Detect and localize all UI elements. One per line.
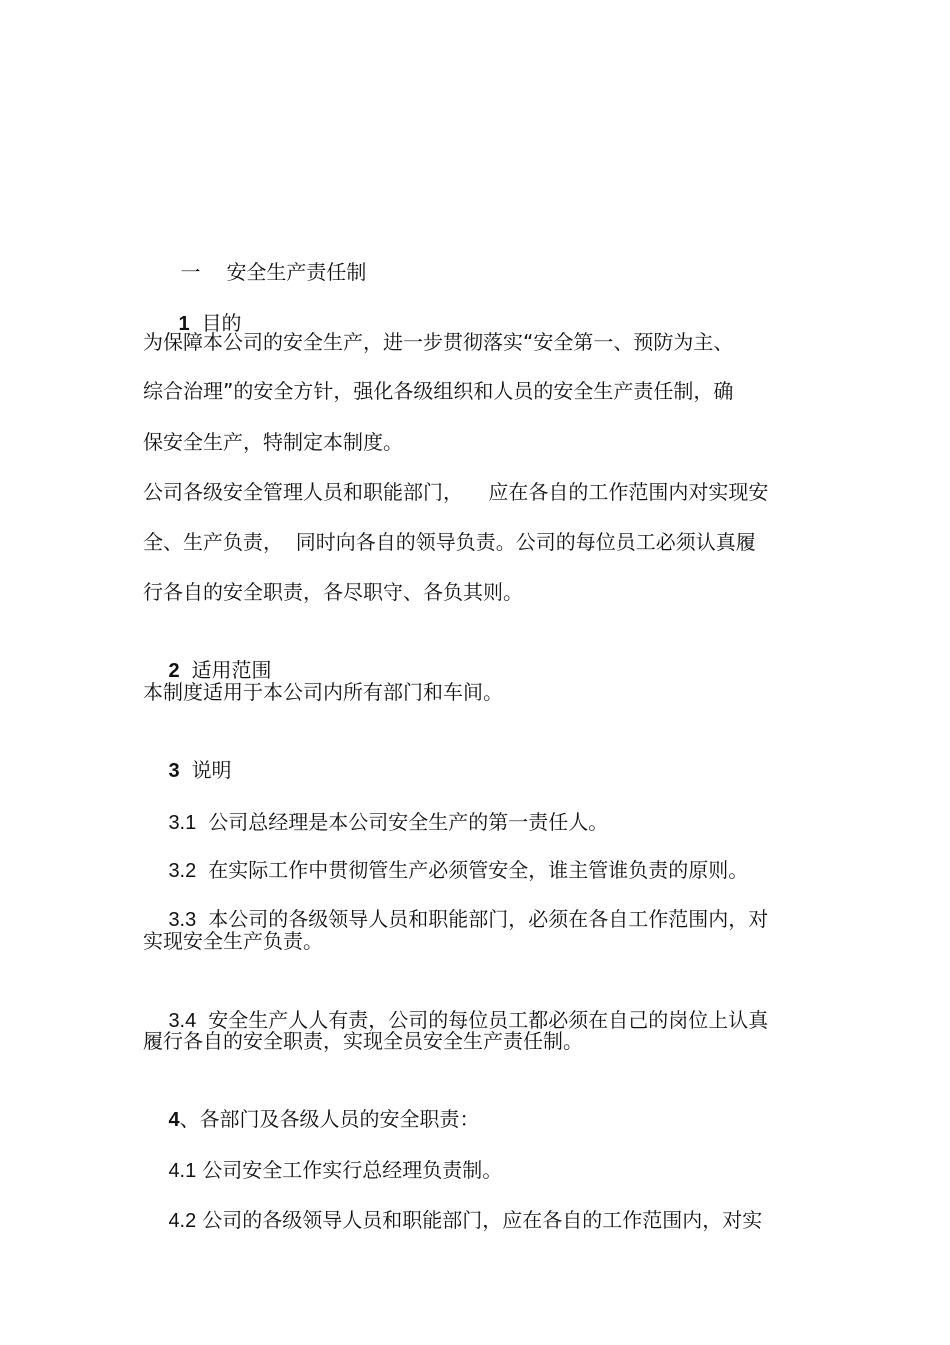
item-number: 4.1 (168, 1160, 197, 1182)
paragraph-line: 全、生产负责， 同时向各自的领导负责。公司的每位员工必须认真履 (143, 530, 756, 554)
chapter-number: 一 (180, 260, 201, 284)
paragraph-line: 为保障本公司的安全生产，进一步贯彻落实“安全第一、预防为主、 (143, 330, 734, 354)
chapter-title: 安全生产责任制 (226, 260, 367, 284)
section-number: 4 (168, 1109, 180, 1131)
section-number: 2 (168, 660, 180, 682)
list-item (143, 1178, 762, 1263)
section-number: 3 (168, 760, 180, 782)
paragraph-line: 保安全生产，特制定本制度。 (143, 430, 403, 454)
section-number: 1 (178, 313, 190, 335)
section-title: 适用范围 (191, 658, 272, 682)
paragraph-line: 公司各级安全管理人员和职能部门， 应在各自的工作范围内对实现安 (143, 480, 769, 504)
paragraph-line: 履行各自的安全职责，实现全员安全生产责任制。 (143, 1029, 583, 1053)
item-number: 3.2 (168, 860, 197, 882)
item-text: 安全生产人人有责，公司的每位员工都必须在自己的岗位上认真 (208, 1008, 769, 1032)
item-text: 公司的各级领导人员和职能部门，应在各自的工作范围内，对实 (202, 1208, 763, 1232)
item-text: 在实际工作中贯彻管生产必须管安全，谁主管谁负责的原则。 (208, 858, 749, 882)
item-number: 4.2 (168, 1210, 197, 1232)
item-number: 3.4 (168, 1010, 197, 1032)
paragraph-line: 行各自的安全职责，各尽职守、各负其则。 (143, 580, 523, 604)
paragraph-line: 实现安全生产负责。 (143, 929, 323, 953)
section-title: 说明 (191, 758, 232, 782)
section-title: 目的 (201, 311, 242, 335)
item-number: 3.3 (168, 909, 197, 931)
item-text: 公司安全工作实行总经理负责制。 (202, 1158, 503, 1182)
item-text: 公司总经理是本公司安全生产的第一责任人。 (208, 810, 609, 834)
paragraph-line: 综合治理”的安全方针，强化各级组织和人员的安全生产责任制，确 (143, 379, 734, 403)
item-number: 3.1 (168, 812, 197, 834)
item-text: 本公司的各级领导人员和职能部门，必须在各自工作范围内，对 (208, 907, 769, 931)
paragraph-line: 本制度适用于本公司内所有部门和车间。 (143, 680, 503, 704)
section-title: 、各部门及各级人员的安全职责： (179, 1107, 480, 1131)
